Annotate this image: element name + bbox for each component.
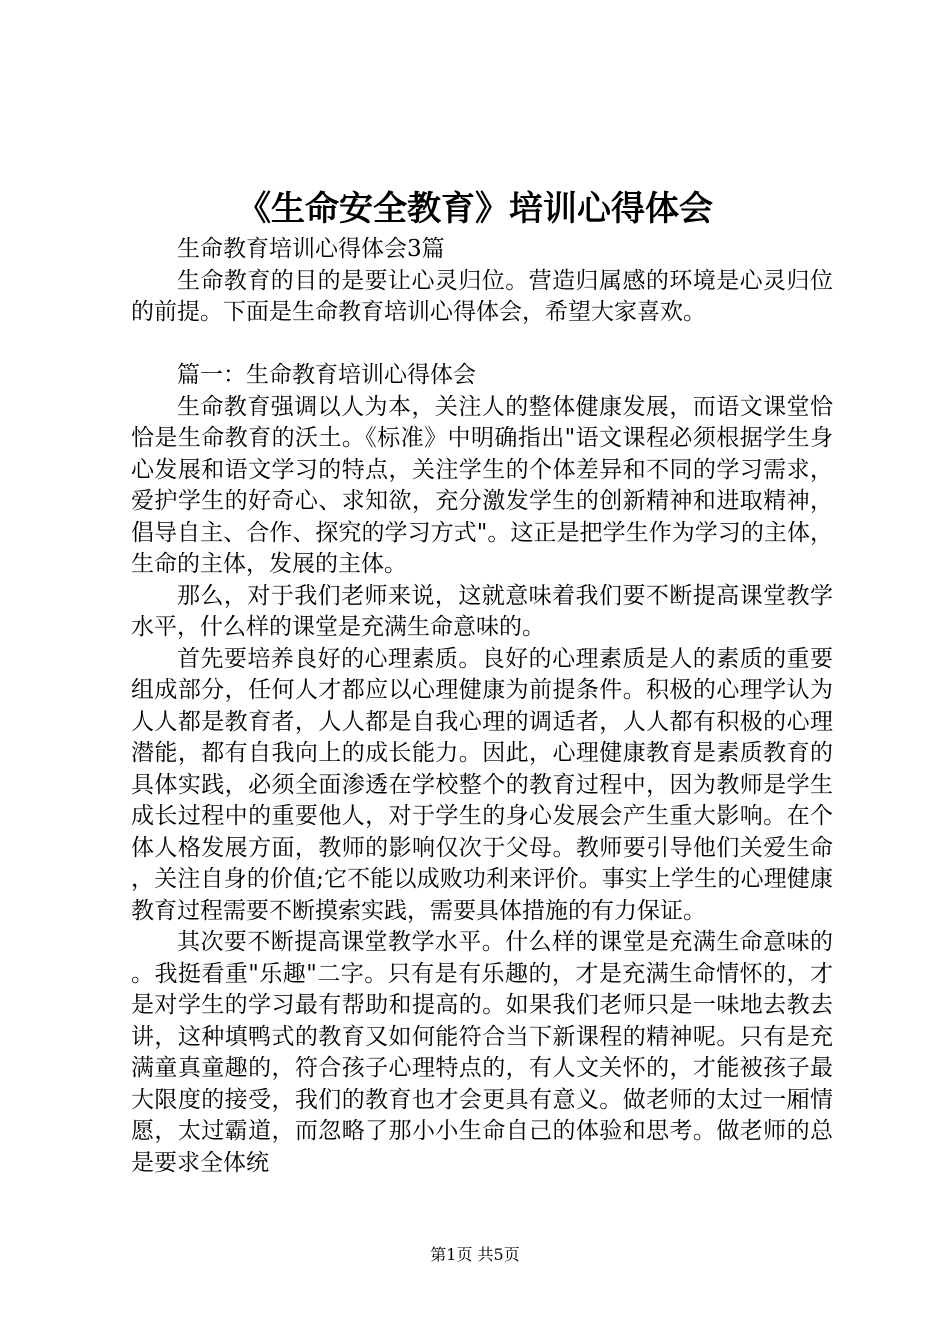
intro-paragraph: 生命教育的目的是要让心灵归位。营造归属感的环境是心灵归位的前提。下面是生命教育培训心得体会，希望大家喜欢。 (131, 267, 833, 325)
section-heading: 篇一：生命教育培训心得体会 (177, 362, 476, 388)
body-paragraph: 首先要培养良好的心理素质。良好的心理素质是人的素质的重要组成部分，任何人才都应以心理健康为前提条件。积极的心理学认为人人都是教育者，人人都是自我心理的调适者，人人都有积极的心理潜能，都有自我向上的成长能力。因此，心理健康教育是素质教育的具体实践，必须全面渗透在学校整个的教育过程中，因为教师是学生成长过程中的重要他人，对于学生的身心发展会产生重大影响。在个体人格发展方面，教师的影响仅次于父母。教师要引导他们关爱生命，关注自身的价值;它不能以成败功利来评价。事实上学生的心理健康教育过程需要不断摸索实践，需要具体措施的有力保证。 (131, 645, 833, 924)
body-paragraph: 那么，对于我们老师来说，这就意味着我们要不断提高课堂教学水平，什么样的课堂是充满生命意味的。 (131, 582, 833, 640)
subtitle: 生命教育培训心得体会3篇 (177, 236, 445, 262)
document-body (131, 234, 833, 1179)
page-number-footer: 第1页 共5页 (430, 1245, 520, 1264)
body-paragraph: 生命教育强调以人为本，关注人的整体健康发展，而语文课堂恰恰是生命教育的沃土。《标准》中明确指出"语文课程必须根据学生身心发展和语文学习的特点，关注学生的个体差异和不同的学习需求，爱护学生的好奇心、求知欲，充分激发学生的创新精神和进取精神，倡导自主、合作、探究的学习方式"。这正是把学生作为学习的主体，生命的主体，发展的主体。 (131, 393, 833, 577)
document-title: 《生命安全教育》培训心得体会 (237, 189, 713, 229)
paragraph-spacer (131, 329, 833, 361)
body-paragraph: 其次要不断提高课堂教学水平。什么样的课堂是充满生命意味的。我挺看重"乐趣"二字。只有是有乐趣的，才是充满生命情怀的，才是对学生的学习最有帮助和提高的。如果我们老师只是一味地去教去讲，这种填鸭式的教育又如何能符合当下新课程的精神呢。只有是充满童真童趣的，符合孩子心理特点的，有人文关怀的，才能被孩子最大限度的接受，我们的教育也才会更具有意义。做老师的太过一厢情愿，太过霸道，而忽略了那小小生命自己的体验和思考。做老师的总是要求全体统 (131, 929, 833, 1176)
